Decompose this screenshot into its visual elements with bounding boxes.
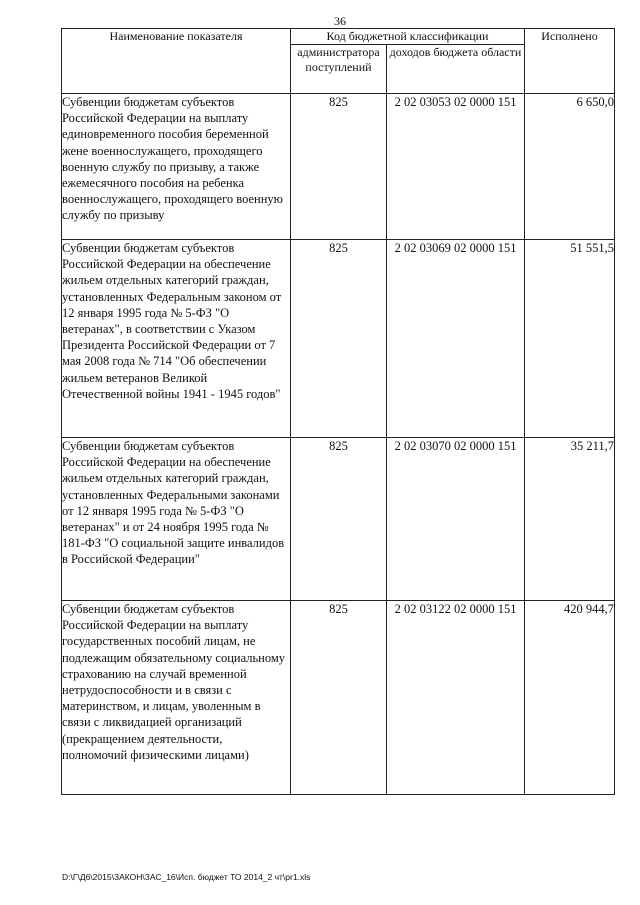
- header-executed: Исполнено: [525, 29, 615, 94]
- row-revenue-code: 2 02 03053 02 0000 151: [387, 94, 525, 240]
- row-admin-code: 825: [291, 94, 387, 240]
- row-admin-code: 825: [291, 438, 387, 601]
- header-indicator-name: Наименование показателя: [62, 29, 291, 94]
- header-revenue-code: доходов бюджета области: [387, 45, 525, 94]
- table-row: [62, 601, 615, 795]
- table-row: [62, 94, 615, 240]
- row-admin-code: 825: [291, 601, 387, 795]
- table-row: [62, 438, 615, 601]
- row-executed-value: 35 211,7: [525, 438, 615, 601]
- row-indicator-name: Субвенции бюджетам субъектов Российской Федерации на обеспечение жильем отдельных категорий граждан, установленных Федеральным законом от 12 января 1995 года № 5-ФЗ "О ветеранах", в соответствии с Указом Президента Российской Федерации от 7 мая 2008 года № 714 "Об обеспечении жильем ветеранов Великой Отечественной войны 1941 - 1945 годов": [62, 240, 291, 438]
- table-row: [62, 240, 615, 438]
- header-row-top: [62, 29, 615, 45]
- row-indicator-name: Субвенции бюджетам субъектов Российской Федерации на выплату государственных пособий лицам, не подлежащим обязательному социальному страхованию на случай временной нетрудоспособности и в связи с материнством, и лицам, уволенным в связи с ликвидацией организаций (прекращением деятельности, полномочий физическими лицами): [62, 601, 291, 795]
- footer-file-path: D:\Г\Д6\2015\ЗАКОН\ЗАС_16\Исп. бюджет ТО 2014_2 чт\pr1.xls: [62, 872, 311, 882]
- row-executed-value: 420 944,7: [525, 601, 615, 795]
- row-revenue-code: 2 02 03070 02 0000 151: [387, 438, 525, 601]
- row-revenue-code: 2 02 03122 02 0000 151: [387, 601, 525, 795]
- row-revenue-code: 2 02 03069 02 0000 151: [387, 240, 525, 438]
- row-executed-value: 6 650,0: [525, 94, 615, 240]
- row-admin-code: 825: [291, 240, 387, 438]
- header-administrator: администратора поступлений: [291, 45, 387, 94]
- budget-table: [61, 28, 615, 795]
- row-executed-value: 51 551,5: [525, 240, 615, 438]
- row-indicator-name: Субвенции бюджетам субъектов Российской Федерации на обеспечение жильем отдельных категорий граждан, установленных Федеральными законами от 12 января 1995 года № 5-ФЗ "О ветеранах" и от 24 ноября 1995 года № 181-ФЗ "О социальной защите инвалидов в Российской Федерации": [62, 438, 291, 601]
- page-number: 36: [334, 14, 346, 28]
- row-indicator-name: Субвенции бюджетам субъектов Российской Федерации на выплату единовременного пособия беременной жене военнослужащего, проходящего военную службу по призыву, а также ежемесячного пособия на ребенка военнослужащего, проходящего военную службу по призыву: [62, 94, 291, 240]
- header-classification-code: Код бюджетной классификации: [291, 29, 525, 45]
